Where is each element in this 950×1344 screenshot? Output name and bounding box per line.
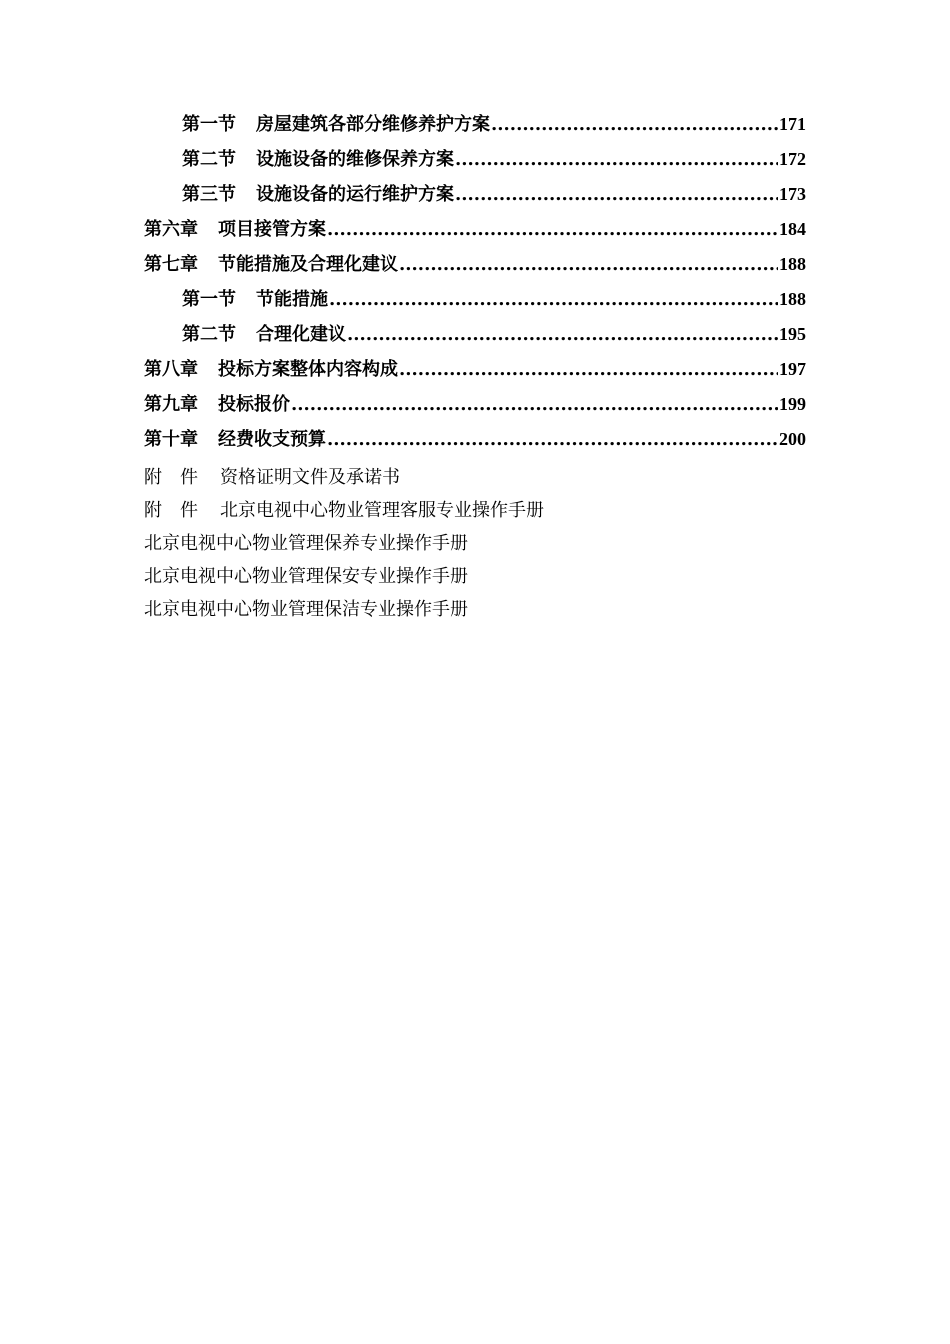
toc-entry[interactable]: [144, 180, 806, 215]
toc-entry-number: 第六章: [144, 219, 198, 240]
dot-leader: [455, 184, 778, 205]
toc-entry-page: 188: [779, 254, 806, 274]
toc-entry-number: 第三节: [182, 184, 236, 205]
toc-entry-page: 188: [779, 289, 806, 309]
toc-entry-number: 第八章: [144, 359, 198, 380]
toc-entry[interactable]: [144, 285, 806, 320]
appendix-label: 附 件: [144, 500, 198, 521]
table-of-contents: [144, 110, 806, 460]
dot-leader: [327, 219, 778, 240]
toc-entry-page: 199: [779, 394, 806, 414]
appendix-entry[interactable]: [144, 463, 806, 496]
toc-entry-title: 项目接管方案: [218, 219, 326, 240]
toc-entry-page: 195: [779, 324, 806, 344]
toc-entry-page: 200: [779, 429, 806, 449]
toc-entry[interactable]: [144, 250, 806, 285]
appendix-list: [144, 463, 806, 628]
dot-leader: [291, 394, 778, 415]
toc-entry-number: 第一节: [182, 114, 236, 135]
toc-entry[interactable]: [144, 425, 806, 460]
dot-leader: [399, 254, 778, 275]
appendix-title: 北京电视中心物业管理保洁专业操作手册: [144, 599, 468, 620]
dot-leader: [491, 114, 778, 135]
toc-entry-page: 171: [779, 114, 806, 134]
toc-entry-page: 172: [779, 149, 806, 169]
toc-entry-page: 197: [779, 359, 806, 379]
appendix-entry[interactable]: [144, 562, 806, 595]
dot-leader: [399, 359, 778, 380]
toc-entry-number: 第二节: [182, 149, 236, 170]
appendix-entry[interactable]: [144, 529, 806, 562]
toc-entry-number: 第二节: [182, 324, 236, 345]
appendix-entry[interactable]: [144, 496, 806, 529]
toc-entry-title: 投标报价: [218, 394, 290, 415]
toc-entry[interactable]: [144, 355, 806, 390]
dot-leader: [329, 289, 778, 310]
toc-entry-page: 184: [779, 219, 806, 239]
appendix-title: 资格证明文件及承诺书: [220, 467, 400, 488]
toc-entry[interactable]: [144, 215, 806, 250]
dot-leader: [455, 149, 778, 170]
toc-entry[interactable]: [144, 390, 806, 425]
toc-entry-title: 投标方案整体内容构成: [218, 359, 398, 380]
dot-leader: [347, 324, 778, 345]
toc-entry-number: 第十章: [144, 429, 198, 450]
dot-leader: [327, 429, 778, 450]
toc-entry-title: 设施设备的运行维护方案: [256, 184, 454, 205]
appendix-title: 北京电视中心物业管理客服专业操作手册: [220, 500, 544, 521]
toc-entry-title: 节能措施: [256, 289, 328, 310]
toc-entry-title: 房屋建筑各部分维修养护方案: [256, 114, 490, 135]
appendix-title: 北京电视中心物业管理保养专业操作手册: [144, 533, 468, 554]
appendix-title: 北京电视中心物业管理保安专业操作手册: [144, 566, 468, 587]
toc-entry-title: 节能措施及合理化建议: [218, 254, 398, 275]
toc-entry-page: 173: [779, 184, 806, 204]
toc-entry-title: 设施设备的维修保养方案: [256, 149, 454, 170]
appendix-entry[interactable]: [144, 595, 806, 628]
toc-entry-title: 合理化建议: [256, 324, 346, 345]
toc-entry-number: 第九章: [144, 394, 198, 415]
toc-entry[interactable]: [144, 320, 806, 355]
toc-entry-title: 经费收支预算: [218, 429, 326, 450]
appendix-label: 附 件: [144, 467, 198, 488]
toc-entry-number: 第一节: [182, 289, 236, 310]
toc-entry[interactable]: [144, 145, 806, 180]
toc-entry-number: 第七章: [144, 254, 198, 275]
toc-entry[interactable]: [144, 110, 806, 145]
